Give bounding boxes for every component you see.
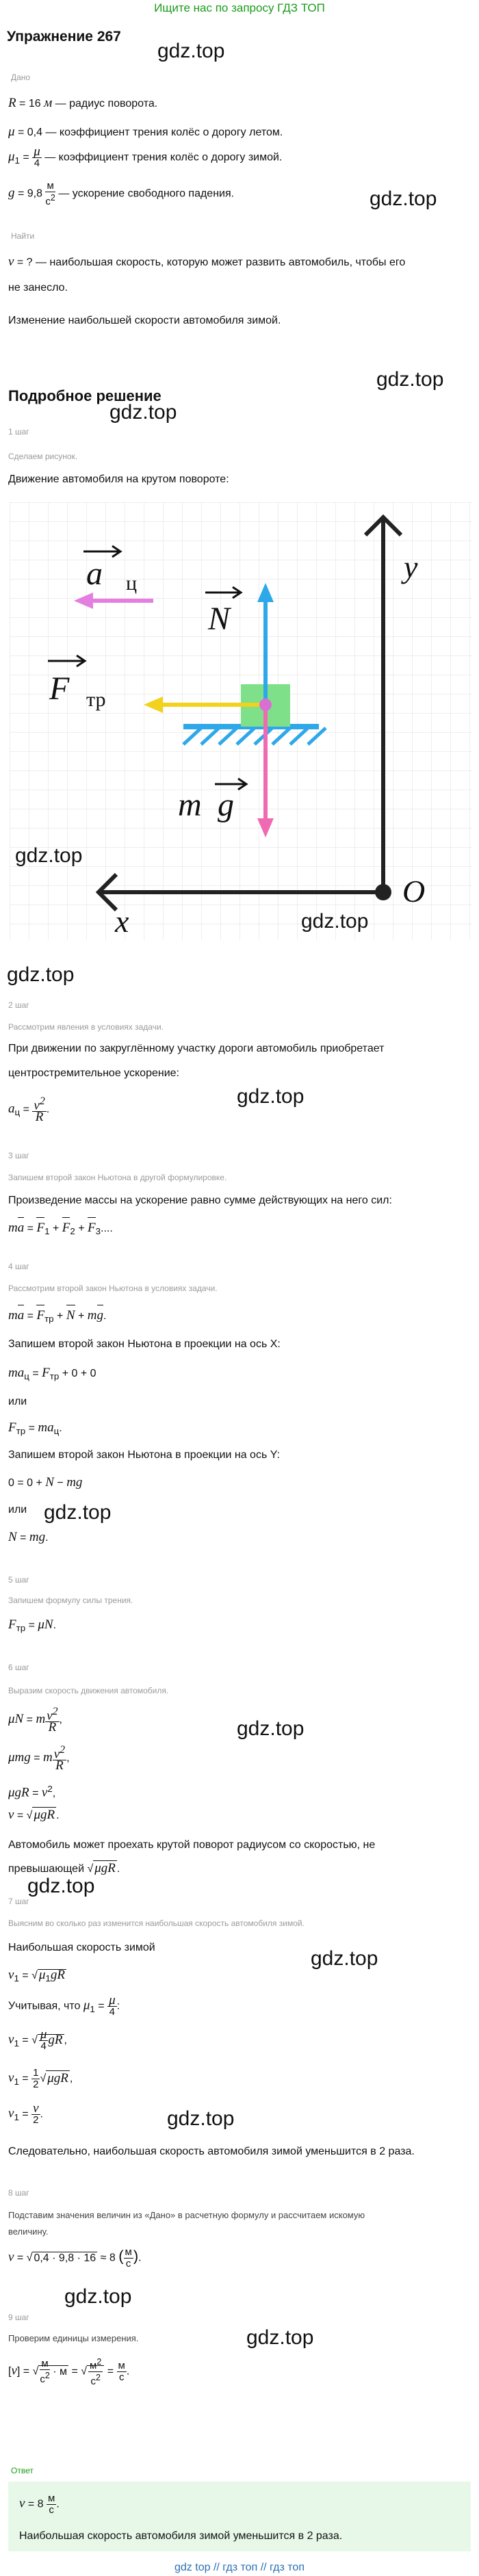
- footer-separator: //: [260, 2562, 267, 2573]
- step-text: превышающей √ μgR .: [8, 1861, 120, 1875]
- find-item: Изменение наибольшей скорости автомобиля зимой.: [8, 315, 281, 326]
- answer-formula: v = 8 $\frac{м}{с}$ .: [19, 2493, 60, 2516]
- gravity-m-label: m: [178, 787, 202, 823]
- step-label: 8 шаг: [8, 2188, 29, 2198]
- step-text: или: [8, 1504, 27, 1515]
- step-text: Запишем второй закон Ньютона в проекции на ось X:: [8, 1338, 281, 1350]
- step-label: 9 шаг: [8, 2313, 29, 2322]
- step-text: Следовательно, наибольшая скорость автомобиля зимой уменьшится в 2 раза.: [8, 2146, 415, 2157]
- formula: $v_1$ = √ $\mu_1gR$: [8, 1968, 65, 1984]
- step-note: Запишем второй закон Ньютона в другой формулировке.: [8, 1173, 227, 1182]
- step-note: Выразим скорость движения автомобиля.: [8, 1686, 169, 1695]
- step-note: Запишем формулу силы трения.: [8, 1596, 133, 1605]
- watermark: gdz.top: [15, 844, 83, 867]
- step-text: При движении по закруглённому участку дороги автомобиль приобретает: [8, 1043, 385, 1054]
- footer-links: [0, 2562, 479, 2574]
- formula: N = mg.: [8, 1530, 49, 1544]
- origin-dot: [375, 884, 391, 900]
- step-label: 6 шаг: [8, 1663, 29, 1672]
- given-item: $\mu_1$ = $\frac{\mu}{4}$ — коэффициент трения колёс о дорогу зимой.: [8, 144, 283, 169]
- watermark: gdz.top: [109, 401, 177, 424]
- formula: $\mu gR = v^2$,: [8, 1784, 56, 1800]
- step-text: Наибольшая скорость зимой: [8, 1942, 155, 1953]
- step-text: центростремительное ускорение:: [8, 1067, 179, 1079]
- watermark: gdz.top: [157, 40, 225, 62]
- watermark: gdz.top: [44, 1501, 112, 1524]
- origin-label: O: [402, 874, 426, 909]
- step-label: 5 шаг: [8, 1575, 29, 1585]
- formula: $F_{тр} = ma_ц$.: [8, 1420, 62, 1437]
- step-note: Выясним во сколько раз изменится наибольшая скорость автомобиля зимой.: [8, 1918, 305, 1928]
- footer-separator: //: [213, 2562, 220, 2573]
- given-item: g = 9,8 $\frac{м}{с^2}$ — ускорение свободного падения.: [8, 180, 235, 207]
- gravity-g-label: g: [218, 787, 234, 823]
- force-diagram: [10, 502, 472, 940]
- formula: $v_1$ = √ $\frac{\mu}{4}$ gR ,: [8, 2027, 67, 2052]
- formula: $a_ц$ = $\frac{v^2}{R}$ .: [8, 1095, 50, 1125]
- acceleration-label: a: [86, 556, 103, 592]
- step-label: 1 шаг: [8, 427, 29, 437]
- formula: 0 = 0 + N − mg: [8, 1475, 83, 1489]
- step-text: Запишем второй закон Ньютона в проекции на ось Y:: [8, 1449, 280, 1461]
- formula: ma = $F_{тр} + N$ + mg.: [8, 1308, 107, 1325]
- footer-link[interactable]: гдз топ: [270, 2562, 305, 2573]
- step-note: Рассмотрим второй закон Ньютона в условиях задачи.: [8, 1284, 218, 1293]
- y-axis-label: y: [404, 549, 418, 584]
- find-item: v = ? — наибольшая скорость, которую может развить автомобиль, чтобы его: [8, 255, 406, 269]
- watermark: gdz.top: [237, 1085, 305, 1108]
- step-label: 7 шаг: [8, 1897, 29, 1906]
- step-text: Движение автомобиля на крутом повороте:: [8, 473, 229, 485]
- page-title: Упражнение 267: [7, 29, 121, 44]
- solution-title: Подробное решение: [8, 387, 161, 404]
- step-note: Сделаем рисунок.: [8, 452, 78, 461]
- answer-label: Ответ: [11, 2466, 34, 2475]
- formula: μN = m $\frac{v^2}{R}$ ,: [8, 1706, 62, 1735]
- formula: Учитывая, что $\mu_1$ = $\frac{\mu}{4}$ :: [8, 1993, 120, 2018]
- given-item: μ = 0,4 — коэффициент трения колёс о дорогу летом.: [8, 125, 283, 139]
- find-item: не занесло.: [8, 282, 68, 294]
- watermark: gdz.top: [376, 368, 444, 391]
- formula: μmg = m $\frac{v^2}{R}$ ,: [8, 1744, 70, 1773]
- step-note: Подставим значения величин из «Дано» в расчетную формулу и рассчитаем искомую: [8, 2210, 365, 2220]
- watermark: gdz.top: [167, 2107, 235, 2130]
- step-label: 4 шаг: [8, 1262, 29, 1271]
- watermark: gdz.top: [370, 187, 437, 210]
- step-text: Автомобиль может проехать крутой поворот радиусом со скоростью, не: [8, 1839, 376, 1851]
- normal-force-label: N: [208, 601, 231, 637]
- formula: $v_1$ = $\frac{1}{2}$ √ μgR ,: [8, 2067, 73, 2090]
- friction-force-label: F: [49, 671, 70, 707]
- footer-link[interactable]: гдз топ: [222, 2562, 258, 2573]
- formula: v = √ μgR .: [8, 1808, 60, 1822]
- given-label: Дано: [11, 73, 31, 82]
- step-label: 2 шаг: [8, 1000, 29, 1010]
- watermark: gdz.top: [27, 1875, 95, 1897]
- acceleration-subscript: ц: [126, 572, 138, 595]
- step-note: Проверим единицы измерения.: [8, 2333, 139, 2343]
- formula: ma = $F_1 + F_2 + F_3$....: [8, 1221, 113, 1237]
- top-banner[interactable]: Ищите нас по запросу ГДЗ ТОП: [154, 1, 325, 14]
- find-label: Найти: [11, 231, 35, 241]
- step-text: или: [8, 1396, 27, 1407]
- answer-text: Наибольшая скорость автомобиля зимой уменьшится в 2 раза.: [19, 2530, 343, 2542]
- watermark: gdz.top: [64, 2285, 132, 2308]
- formula: v = √ 0,4 · 9,8 · 16 ≈ 8 ( $\frac{м}{с}$ ).: [8, 2246, 142, 2269]
- given-item: R = 16 м — радиус поворота.: [8, 96, 158, 110]
- force-origin-dot: [259, 699, 272, 711]
- formula: [v] = √ $\frac{м}{с^2}$ · м = √ $\frac{м^2}{с^2}$ = $\frac{м}{с}$ .: [8, 2357, 130, 2387]
- step-note: Рассмотрим явления в условиях задачи.: [8, 1022, 164, 1032]
- formula: $v_1$ = $\frac{v}{2}$ .: [8, 2101, 43, 2126]
- step-note: величину.: [8, 2226, 49, 2237]
- step-label: 3 шаг: [8, 1151, 29, 1160]
- friction-force-subscript: тр: [86, 688, 106, 711]
- watermark: gdz.top: [311, 1947, 378, 1970]
- formula: $ma_ц = F_{тр} + 0 + 0$: [8, 1366, 96, 1382]
- x-axis-label: x: [115, 904, 129, 939]
- footer-link[interactable]: gdz top: [174, 2562, 211, 2573]
- watermark: gdz.top: [246, 2326, 314, 2349]
- step-text: Произведение массы на ускорение равно сумме действующих на него сил:: [8, 1195, 392, 1206]
- watermark: gdz.top: [7, 963, 75, 986]
- watermark: gdz.top: [237, 1717, 305, 1740]
- watermark: gdz.top: [301, 910, 369, 933]
- formula: $F_{тр} = \mu N$.: [8, 1617, 57, 1634]
